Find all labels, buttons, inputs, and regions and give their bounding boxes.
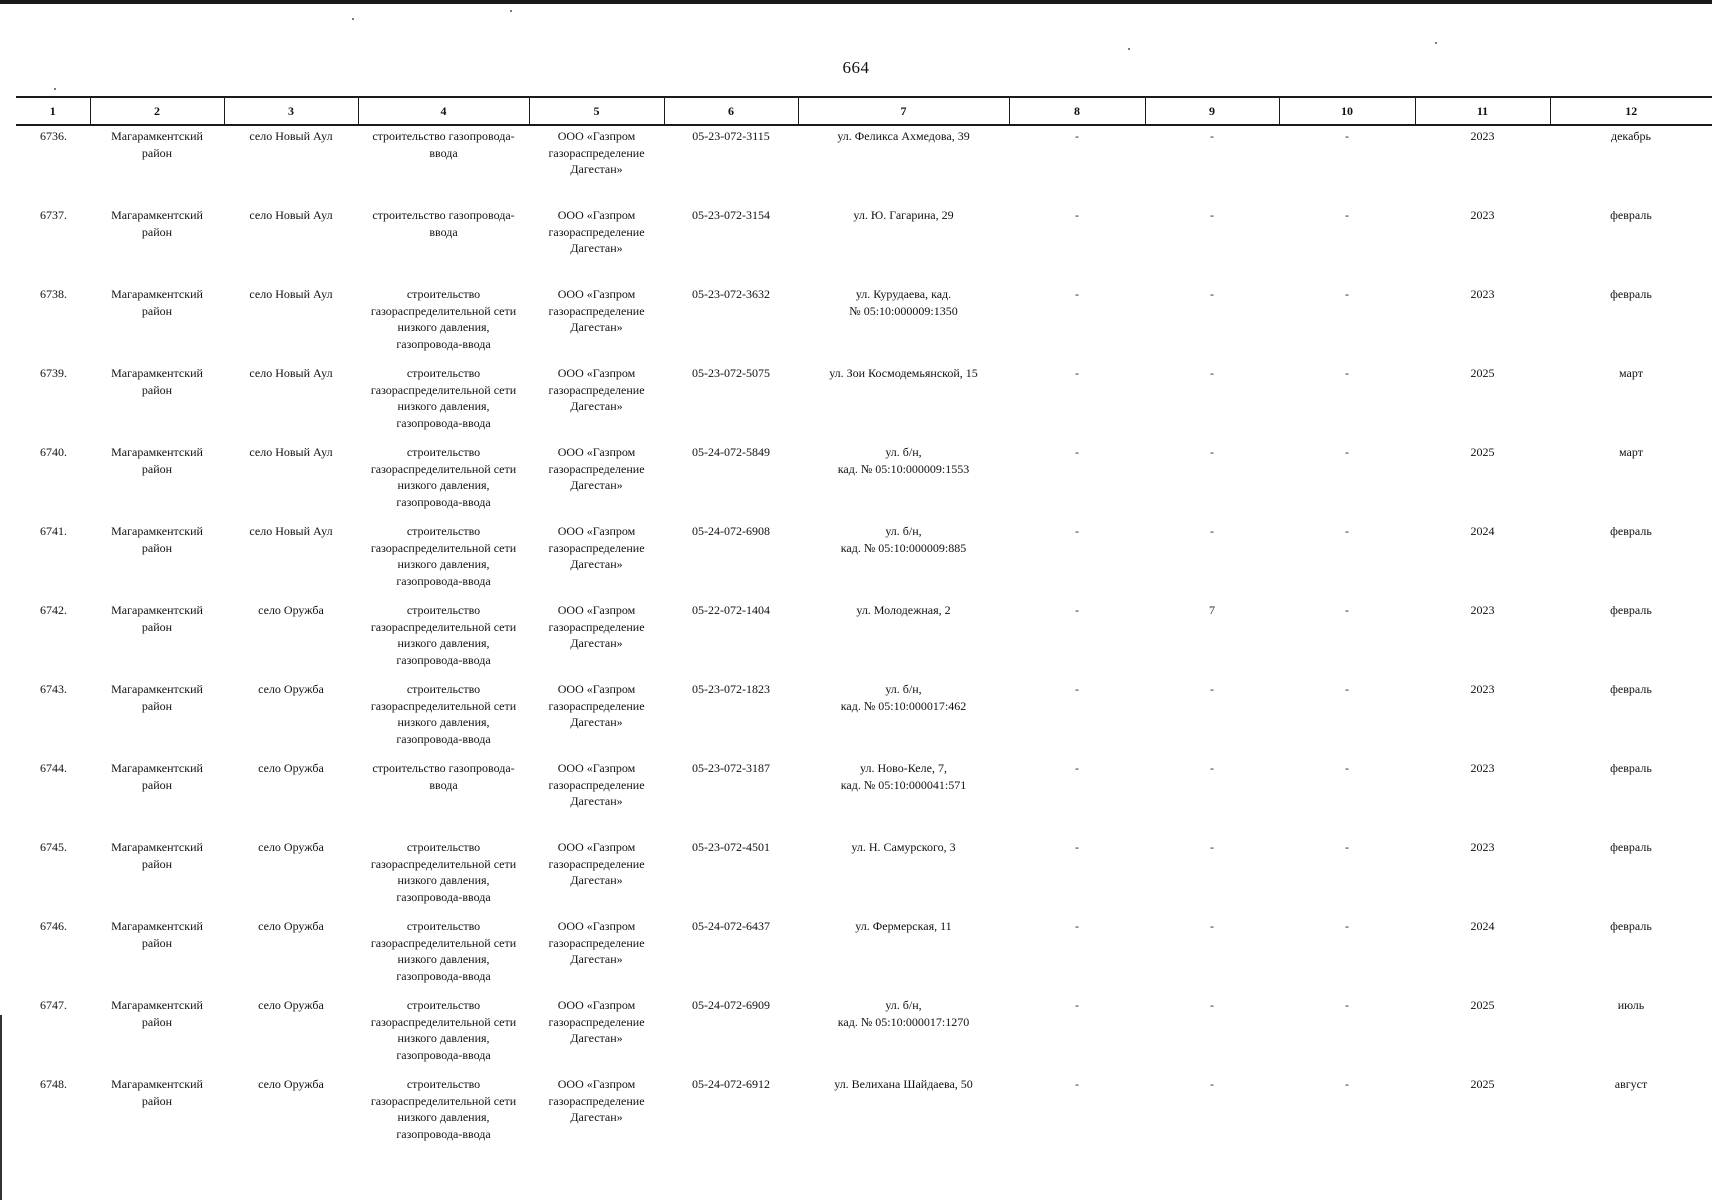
table-row [16,995,1712,1074]
cell-col-organization: ООО «Газпром газораспределение Дагестан» [548,445,645,492]
cell-col-month: август [1614,1077,1648,1091]
cell-col-district: Магарамкентский район [111,524,203,555]
cell-col-settlement: село Новый Аул [249,524,333,538]
cell-col-district: Магарамкентский район [111,445,203,476]
scan-speck [352,18,354,20]
cell-col-10: - [1345,366,1349,380]
cell-col-work-type: строительство газораспределительной сети низкого давления, газопровода-ввода [370,524,517,588]
cell-col-district: Магарамкентский район [111,761,203,792]
cell-col-district: Магарамкентский район [111,208,203,239]
scan-speck [1435,42,1437,44]
cell-col-district: Магарамкентский район [111,1077,203,1108]
cell-col-10: - [1345,445,1349,459]
cell-col-code: 05-24-072-6909 [692,998,770,1012]
cell-col-8: - [1075,998,1079,1012]
header-col-9: 9 [1145,97,1279,125]
cell-col-month: декабрь [1611,129,1651,143]
cell-col-month: март [1619,366,1643,380]
table-row [16,600,1712,679]
cell-col-address: ул. Фермерская, 11 [855,919,952,933]
cell-col-settlement: село Новый Аул [249,129,333,143]
cell-col-8: - [1075,1077,1079,1091]
cell-col-year: 2023 [1470,682,1495,696]
cell-col-organization: ООО «Газпром газораспределение Дагестан» [548,1077,645,1124]
cell-col-district: Магарамкентский район [111,998,203,1029]
top-border-rule [0,0,1712,4]
cell-col-8: - [1075,445,1079,459]
cell-col-number: 6743. [40,682,67,696]
cell-col-address: ул. Молодежная, 2 [856,603,951,617]
cell-col-number: 6739. [40,366,67,380]
cell-col-settlement: село Оружба [258,1077,324,1091]
cell-col-10: - [1345,524,1349,538]
cell-col-code: 05-23-072-5075 [692,366,770,380]
cell-col-month: февраль [1610,761,1652,775]
cell-col-address: ул. б/н, кад. № 05:10:000009:885 [840,524,967,555]
cell-col-code: 05-23-072-3632 [692,287,770,301]
cell-col-address: ул. Курудаева, кад. № 05:10:000009:1350 [849,287,958,318]
cell-col-organization: ООО «Газпром газораспределение Дагестан» [548,682,645,729]
cell-col-organization: ООО «Газпром газораспределение Дагестан» [548,129,645,176]
cell-col-10: - [1345,1077,1349,1091]
cell-col-organization: ООО «Газпром газораспределение Дагестан» [548,603,645,650]
cell-col-year: 2025 [1470,998,1495,1012]
cell-col-code: 05-23-072-3115 [692,129,770,143]
cell-col-organization: ООО «Газпром газораспределение Дагестан» [548,998,645,1045]
cell-col-address: ул. Ново-Келе, 7, кад. № 05:10:000041:571 [840,761,967,792]
header-col-month: 12 [1550,97,1712,125]
cell-col-work-type: строительство газораспределительной сети низкого давления, газопровода-ввода [370,287,517,351]
scan-speck [54,88,56,90]
cell-col-8: - [1075,919,1079,933]
cell-col-code: 05-22-072-1404 [692,603,770,617]
cell-col-month: февраль [1610,603,1652,617]
cell-col-district: Магарамкентский район [111,287,203,318]
cell-col-year: 2024 [1470,919,1495,933]
cell-col-8: - [1075,287,1079,301]
cell-col-settlement: село Новый Аул [249,445,333,459]
cell-col-number: 6747. [40,998,67,1012]
cell-col-8: - [1075,840,1079,854]
cell-col-settlement: село Новый Аул [249,208,333,222]
header-col-work-type: 4 [358,97,529,125]
cell-col-month: февраль [1610,208,1652,222]
header-col-district: 2 [90,97,224,125]
cell-col-10: - [1345,919,1349,933]
table-body [16,125,1712,1153]
cell-col-work-type: строительство газораспределительной сети низкого давления, газопровода-ввода [370,445,517,509]
header-col-8: 8 [1009,97,1145,125]
cell-col-year: 2023 [1470,129,1495,143]
cell-col-year: 2025 [1470,445,1495,459]
page-number: 664 [842,58,870,77]
cell-col-number: 6742. [40,603,67,617]
cell-col-organization: ООО «Газпром газораспределение Дагестан» [548,366,645,413]
table-row [16,916,1712,995]
cell-col-year: 2023 [1470,603,1495,617]
cell-col-organization: ООО «Газпром газораспределение Дагестан» [548,287,645,334]
cell-col-8: - [1075,129,1079,143]
cell-col-10: - [1345,682,1349,696]
cell-col-organization: ООО «Газпром газораспределение Дагестан» [548,761,645,808]
cell-col-8: - [1075,761,1079,775]
header-col-code: 6 [664,97,798,125]
cell-col-8: - [1075,208,1079,222]
scan-speck [510,10,512,12]
cell-col-work-type: строительство газораспределительной сети низкого давления, газопровода-ввода [370,1077,517,1141]
cell-col-9: - [1210,840,1214,854]
cell-col-organization: ООО «Газпром газораспределение Дагестан» [548,840,645,887]
table-row [16,125,1712,205]
cell-col-9: - [1210,919,1214,933]
cell-col-9: - [1210,366,1214,380]
cell-col-work-type: строительство газораспределительной сети низкого давления, газопровода-ввода [370,366,517,430]
header-row [16,97,1712,125]
document-table [16,96,1712,1153]
cell-col-9: - [1210,287,1214,301]
cell-col-address: ул. Зои Космодемьянской, 15 [829,366,978,380]
cell-col-settlement: село Оружба [258,998,324,1012]
cell-col-9: - [1210,129,1214,143]
cell-col-work-type: строительство газопровода- ввода [372,761,515,792]
cell-col-settlement: село Оружба [258,603,324,617]
cell-col-address: ул. Ю. Гагарина, 29 [853,208,954,222]
cell-col-year: 2023 [1470,208,1495,222]
cell-col-settlement: село Оружба [258,840,324,854]
cell-col-number: 6745. [40,840,67,854]
cell-col-organization: ООО «Газпром газораспределение Дагестан» [548,208,645,255]
cell-col-number: 6741. [40,524,67,538]
cell-col-organization: ООО «Газпром газораспределение Дагестан» [548,919,645,966]
cell-col-10: - [1345,208,1349,222]
cell-col-settlement: село Новый Аул [249,287,333,301]
cell-col-month: март [1619,445,1643,459]
cell-col-district: Магарамкентский район [111,603,203,634]
table-row [16,205,1712,284]
cell-col-district: Магарамкентский район [111,366,203,397]
cell-col-8: - [1075,524,1079,538]
cell-col-code: 05-23-072-4501 [692,840,770,854]
header-col-10: 10 [1279,97,1415,125]
cell-col-9: - [1210,445,1214,459]
header-col-settlement: 3 [224,97,358,125]
cell-col-settlement: село Оружба [258,761,324,775]
cell-col-month: июль [1617,998,1645,1012]
table-row [16,442,1712,521]
cell-col-work-type: строительство газопровода- ввода [372,208,515,239]
table-row [16,284,1712,363]
cell-col-9: - [1210,682,1214,696]
cell-col-8: - [1075,682,1079,696]
cell-col-9: - [1210,761,1214,775]
cell-col-district: Магарамкентский район [111,129,203,160]
cell-col-month: февраль [1610,287,1652,301]
cell-col-9: - [1210,208,1214,222]
cell-col-code: 05-23-072-1823 [692,682,770,696]
cell-col-work-type: строительство газораспределительной сети низкого давления, газопровода-ввода [370,840,517,904]
table-row [16,679,1712,758]
header-col-number: 1 [16,97,90,125]
cell-col-organization: ООО «Газпром газораспределение Дагестан» [548,524,645,571]
cell-col-number: 6746. [40,919,67,933]
table-row [16,837,1712,916]
cell-col-settlement: село Оружба [258,919,324,933]
cell-col-10: - [1345,129,1349,143]
header-col-year: 11 [1415,97,1550,125]
cell-col-year: 2025 [1470,1077,1495,1091]
cell-col-address: ул. б/н, кад. № 05:10:000017:1270 [837,998,970,1029]
header-col-address: 7 [798,97,1009,125]
cell-col-10: - [1345,761,1349,775]
cell-col-month: февраль [1610,919,1652,933]
cell-col-month: февраль [1610,524,1652,538]
scan-edge-line [0,1015,2,1200]
cell-col-year: 2023 [1470,840,1495,854]
cell-col-work-type: строительство газопровода- ввода [372,129,515,160]
cell-col-district: Магарамкентский район [111,919,203,950]
cell-col-8: - [1075,366,1079,380]
cell-col-work-type: строительство газораспределительной сети низкого давления, газопровода-ввода [370,603,517,667]
cell-col-year: 2025 [1470,366,1495,380]
cell-col-address: ул. Велихана Шайдаева, 50 [834,1077,973,1091]
cell-col-number: 6748. [40,1077,67,1091]
cell-col-10: - [1345,287,1349,301]
cell-col-address: ул. Феликса Ахмедова, 39 [837,129,970,143]
cell-col-year: 2023 [1470,287,1495,301]
cell-col-settlement: село Оружба [258,682,324,696]
header-col-organization: 5 [529,97,664,125]
cell-col-address: ул. б/н, кад. № 05:10:000017:462 [840,682,967,713]
cell-col-number: 6738. [40,287,67,301]
table-header [16,97,1712,125]
cell-col-code: 05-24-072-5849 [692,445,770,459]
cell-col-10: - [1345,840,1349,854]
cell-col-month: февраль [1610,682,1652,696]
table-row [16,1074,1712,1153]
cell-col-district: Магарамкентский район [111,682,203,713]
cell-col-code: 05-24-072-6912 [692,1077,770,1091]
cell-col-year: 2023 [1470,761,1495,775]
cell-col-work-type: строительство газораспределительной сети низкого давления, газопровода-ввода [370,998,517,1062]
cell-col-year: 2024 [1470,524,1495,538]
scan-speck [1128,48,1130,50]
table-row [16,758,1712,837]
cell-col-code: 05-24-072-6437 [692,919,770,933]
cell-col-number: 6744. [40,761,67,775]
cell-col-settlement: село Новый Аул [249,366,333,380]
cell-col-work-type: строительство газораспределительной сети низкого давления, газопровода-ввода [370,682,517,746]
cell-col-code: 05-23-072-3154 [692,208,770,222]
cell-col-9: - [1210,524,1214,538]
cell-col-work-type: строительство газораспределительной сети низкого давления, газопровода-ввода [370,919,517,983]
cell-col-month: февраль [1610,840,1652,854]
cell-col-9: 7 [1209,603,1215,617]
cell-col-code: 05-23-072-3187 [692,761,770,775]
table-row [16,363,1712,442]
cell-col-9: - [1210,1077,1214,1091]
table-row [16,521,1712,600]
cell-col-address: ул. Н. Самурского, 3 [851,840,956,854]
cell-col-number: 6736. [40,129,67,143]
cell-col-9: - [1210,998,1214,1012]
cell-col-10: - [1345,603,1349,617]
cell-col-10: - [1345,998,1349,1012]
cell-col-8: - [1075,603,1079,617]
cell-col-number: 6737. [40,208,67,222]
cell-col-number: 6740. [40,445,67,459]
cell-col-district: Магарамкентский район [111,840,203,871]
cell-col-address: ул. б/н, кад. № 05:10:000009:1553 [837,445,970,476]
cell-col-code: 05-24-072-6908 [692,524,770,538]
